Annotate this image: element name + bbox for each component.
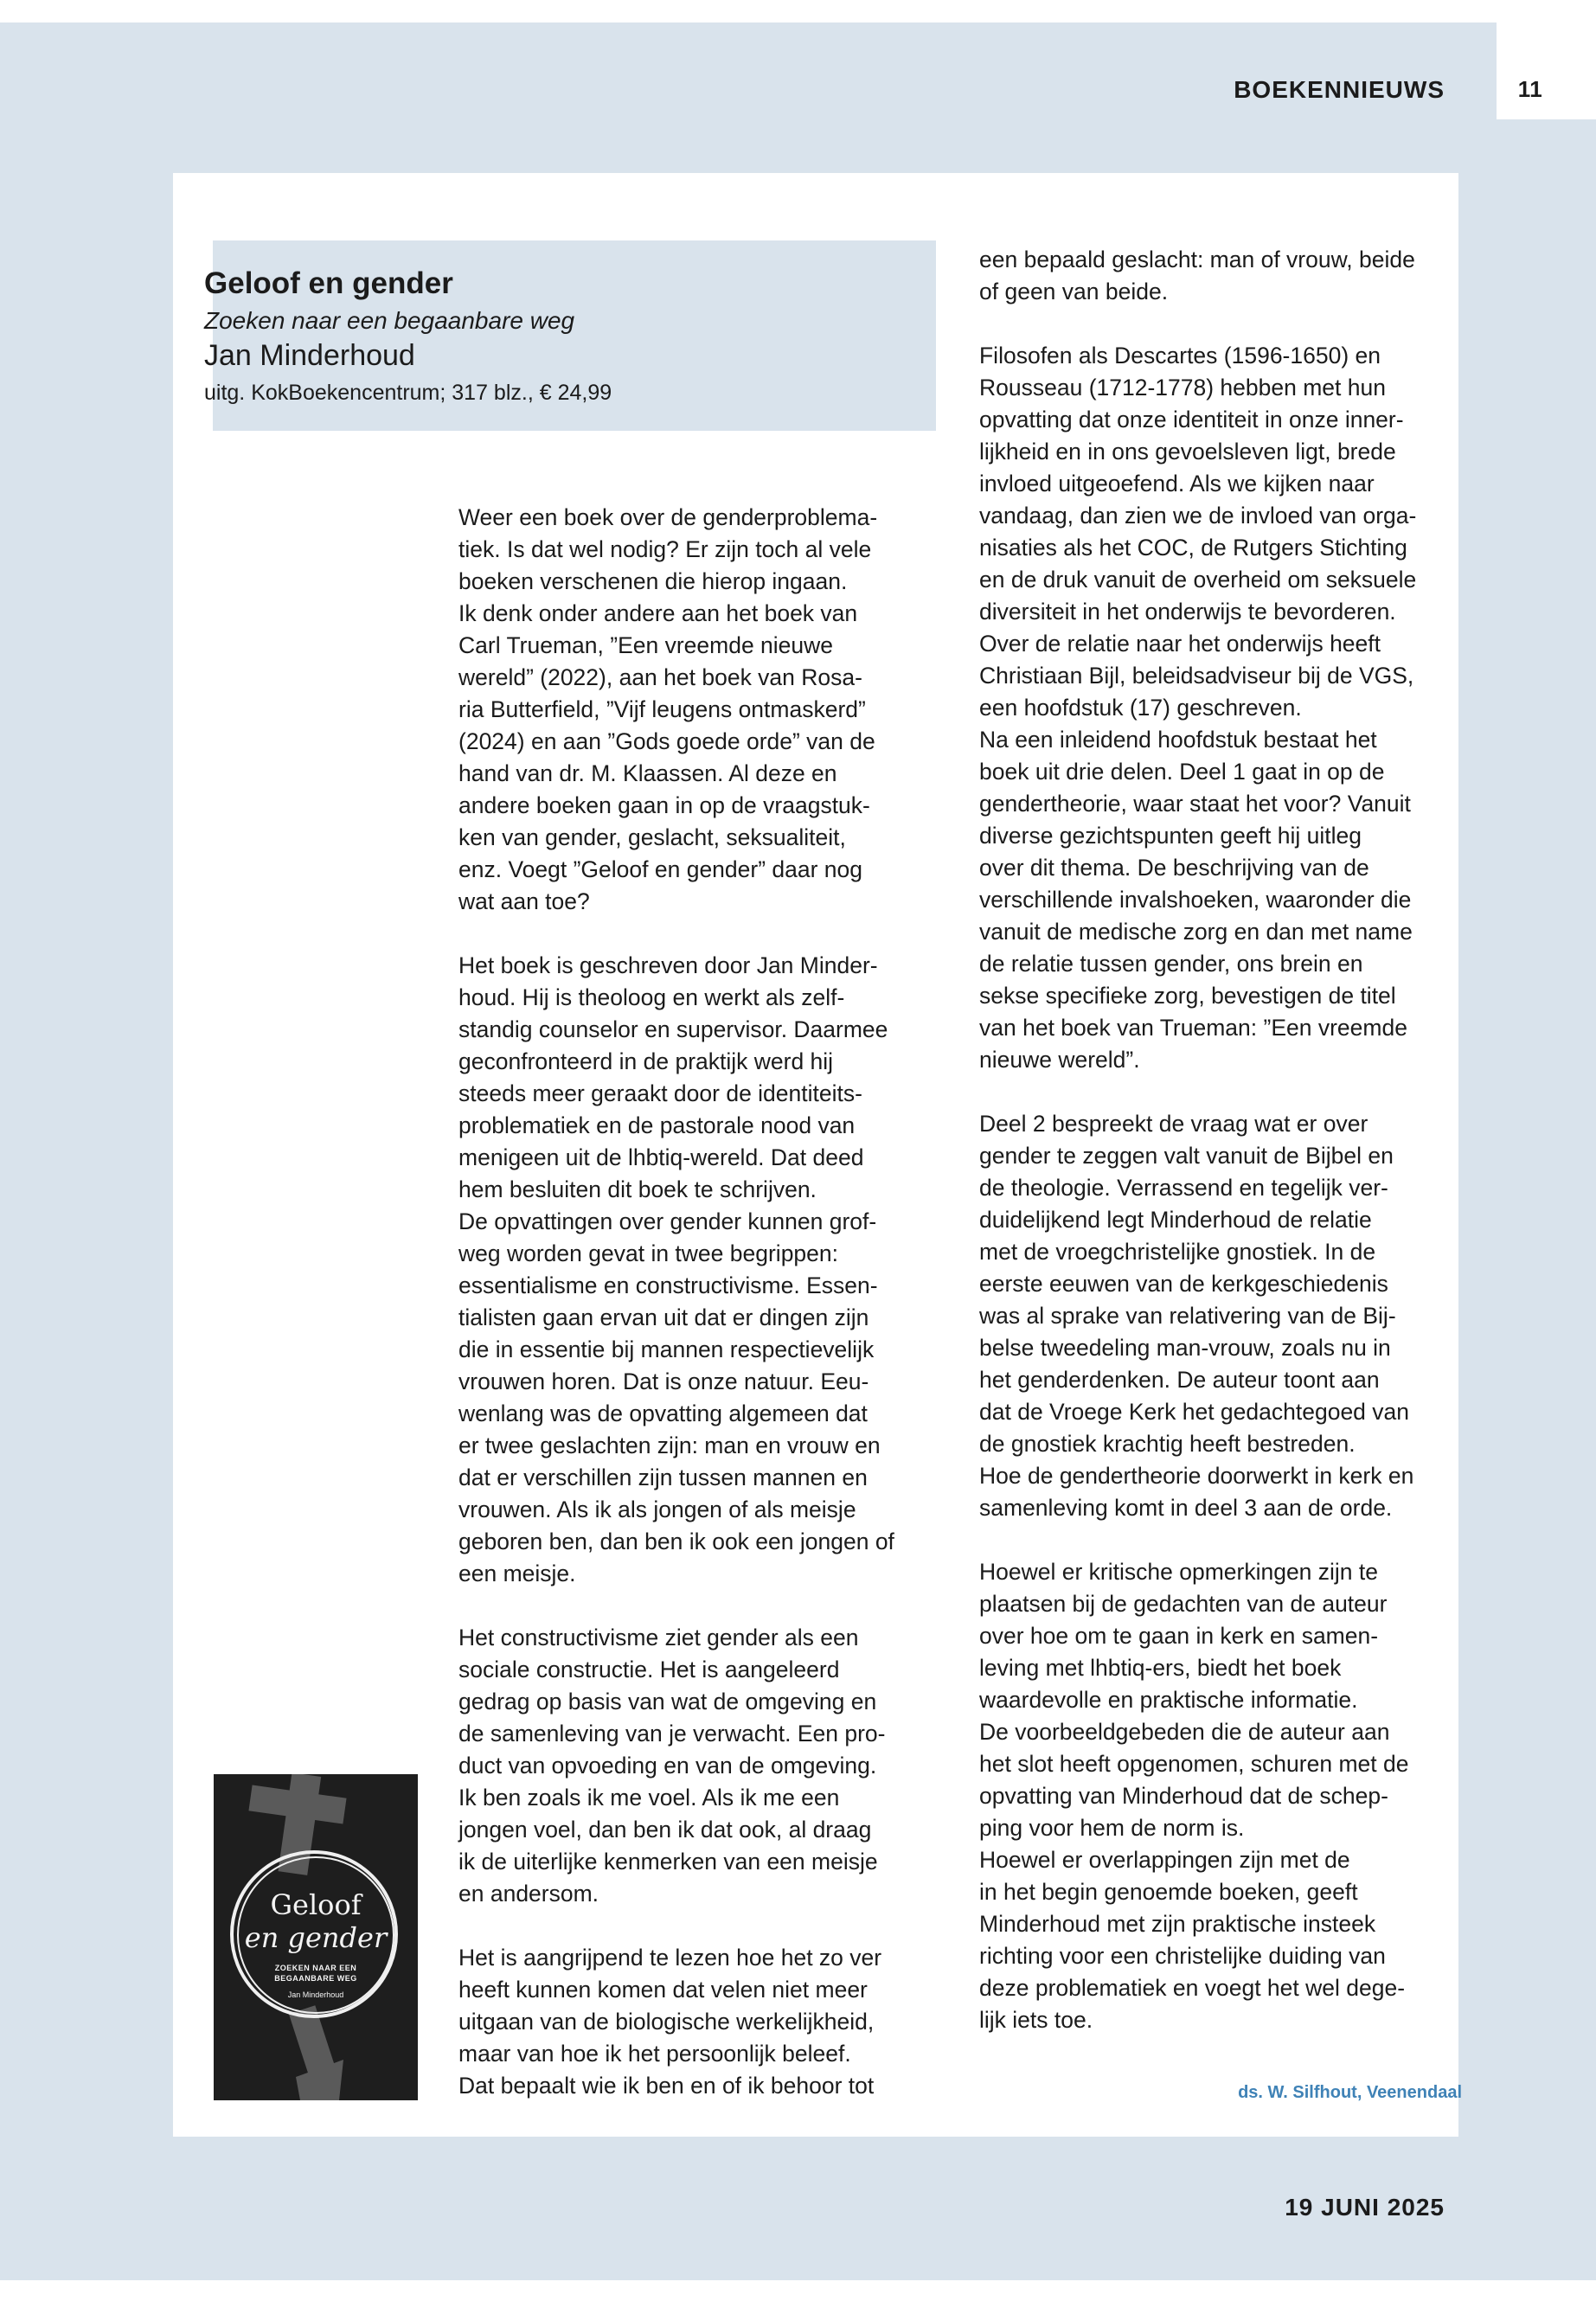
article-column-right xyxy=(979,244,1468,2036)
paragraph: Deel 2 bespreekt de vraag wat er over gender te zeggen valt vanuit de Bijbel en de theologie. Verrassend en tegelijk ver- duidelijkend legt Minderhoud de relatie met de vroegchristelijke gnostiek. In de eerste eeuwen van de kerkgeschiedenis was al sprake van relativering van de Bij- belse tweedeling man-vrouw, zoals nu in het genderdenken. De auteur toont aan dat de Vroege Kerk het gedachtegoed van de gnostiek krachtig heeft bestreden. Hoe de gendertheorie doorwerkt in kerk en samenleving komt in deel 3 aan de orde. xyxy=(979,1111,1414,1521)
paragraph: Hoewel er kritische opmerkingen zijn te plaatsen bij de gedachten van de auteur over hoe om te gaan in kerk en samen- leving met lhbtiq-ers, biedt het boek waardevolle en praktische informatie. De voorbeeldgebeden die de auteur aan het slot heeft opgenomen, schuren met de opvatting van Minderhoud dat de schep- ping voor hem de norm is. Hoewel er overlappingen zijn met de in het begin genoemde boeken, geeft Minderhoud met zijn praktische insteek richting voor een christelijke duiding van deze problematiek en voegt het wel dege- lijk iets toe. xyxy=(979,1559,1409,2033)
bottom-margin xyxy=(0,2280,1596,2301)
book-title: Geloof en gender xyxy=(204,266,453,300)
cover-title-italic: en gender xyxy=(244,1921,388,1954)
page-number: 11 xyxy=(1517,76,1543,102)
cover-title: Geloof xyxy=(270,1888,362,1921)
book-cover-image xyxy=(214,1774,418,2100)
review-signature: ds. W. Silfhout, Veenendaal xyxy=(1238,2083,1462,2102)
paragraph: Het boek is geschreven door Jan Minder- houd. Hij is theoloog en werkt als zelf- standig counselor en supervisor. Daarmee geconfronteerd in de praktijk werd hij steeds meer geraakt door de identiteits- problematiek en de pastorale nood van menigeen uit de lhbtiq-wereld. Dat deed hem besluiten dit boek te schrijven. De opvattingen over gender kunnen grof- weg worden gevat in twee begrippen: essentialisme en constructivisme. Essen- tialisten gaan ervan uit dat er dingen zijn die in essentie bij mannen respectievelijk vrouwen horen. Dat is onze natuur. Eeu- wenlang was de opvatting algemeen dat er twee geslachten zijn: man en vrouw en dat er verschillen zijn tussen mannen en vrouwen. Als ik als jongen of als meisje geboren ben, dan ben ik ook een jongen of een meisje. xyxy=(458,952,894,1586)
article-column-middle xyxy=(458,502,943,2102)
paragraph: Weer een boek over de genderproblema- tiek. Is dat wel nodig? Er zijn toch al vele boeken verschenen die hierop ingaan. Ik denk onder andere aan het boek van Carl Trueman, ”Een vreemde nieuwe wereld” (2022), aan het boek van Rosa- ria Butterfield, ”Vijf leugens ontmaskerd” (2024) en aan ”Gods goede orde” van de hand van dr. M. Klaassen. Al deze en andere boeken gaan in op de vraagstuk- ken van gender, geslacht, seksualiteit, enz. Voegt ”Geloof en gender” daar nog wat aan toe? xyxy=(458,504,878,914)
page-number-box xyxy=(1497,22,1596,119)
paragraph: Het is aangrijpend te lezen hoe het zo ver heeft kunnen komen dat velen niet meer uitgaan van de biologische werkelijkheid, maar van hoe ik het persoonlijk beleef. Dat bepaalt wie ik ben en of ik behoor tot xyxy=(458,1945,882,2099)
cover-subtitle: ZOEKEN NAAR EEN BEGAANBARE WEG xyxy=(274,1964,357,1983)
cover-author: Jan Minderhoud xyxy=(287,1990,344,1999)
paragraph: Het constructivisme ziet gender als een sociale constructie. Het is aangeleerd gedrag op basis van wat de omgeving en de samenleving van je verwacht. Een pro- duct van opvoeding en van de omgeving. Ik ben zoals ik me voel. Als ik me een jongen voel, dan ben ik dat ook, al draag ik de uiterlijke kenmerken van een meisje en andersom. xyxy=(458,1625,886,1907)
section-label: BOEKENNIEUWS xyxy=(1234,76,1445,103)
issue-date: 19 JUNI 2025 xyxy=(1285,2194,1445,2221)
paragraph: Filosofen als Descartes (1596-1650) en Rousseau (1712-1778) hebben met hun opvatting dat onze identiteit in onze inner- lijkheid en in ons gevoelsleven ligt, brede invloed uitgeoefend. Als we kijken naar vandaag, dan zien we de invloed van orga- nisaties als het COC, de Rutgers Stichting en de druk vanuit de overheid om seksuele diversiteit in het onderwijs te bevorderen. Over de relatie naar het onderwijs heeft Christiaan Bijl, beleidsadviseur bij de VGS, een hoofdstuk (17) geschreven. Na een inleidend hoofdstuk bestaat het boek uit drie delen. Deel 1 gaat in op de gendertheorie, waar staat het voor? Vanuit diverse gezichtspunten geeft hij uitleg over dit thema. De beschrijving van de verschillende invalshoeken, waaronder die vanuit de medische zorg en dan met name de relatie tussen gender, ons brein en sekse specifieke zorg, bevestigen de titel van het boek van Trueman: ”Een vreemde nieuwe wereld”. xyxy=(979,343,1417,1073)
top-margin xyxy=(0,0,1596,22)
book-publisher-info: uitg. KokBoekencentrum; 317 blz., € 24,99 xyxy=(204,381,612,405)
paragraph: een bepaald geslacht: man of vrouw, beide of geen van beide. xyxy=(979,247,1415,304)
book-subtitle: Zoeken naar een begaanbare weg xyxy=(204,307,575,334)
book-author: Jan Minderhoud xyxy=(204,339,415,372)
